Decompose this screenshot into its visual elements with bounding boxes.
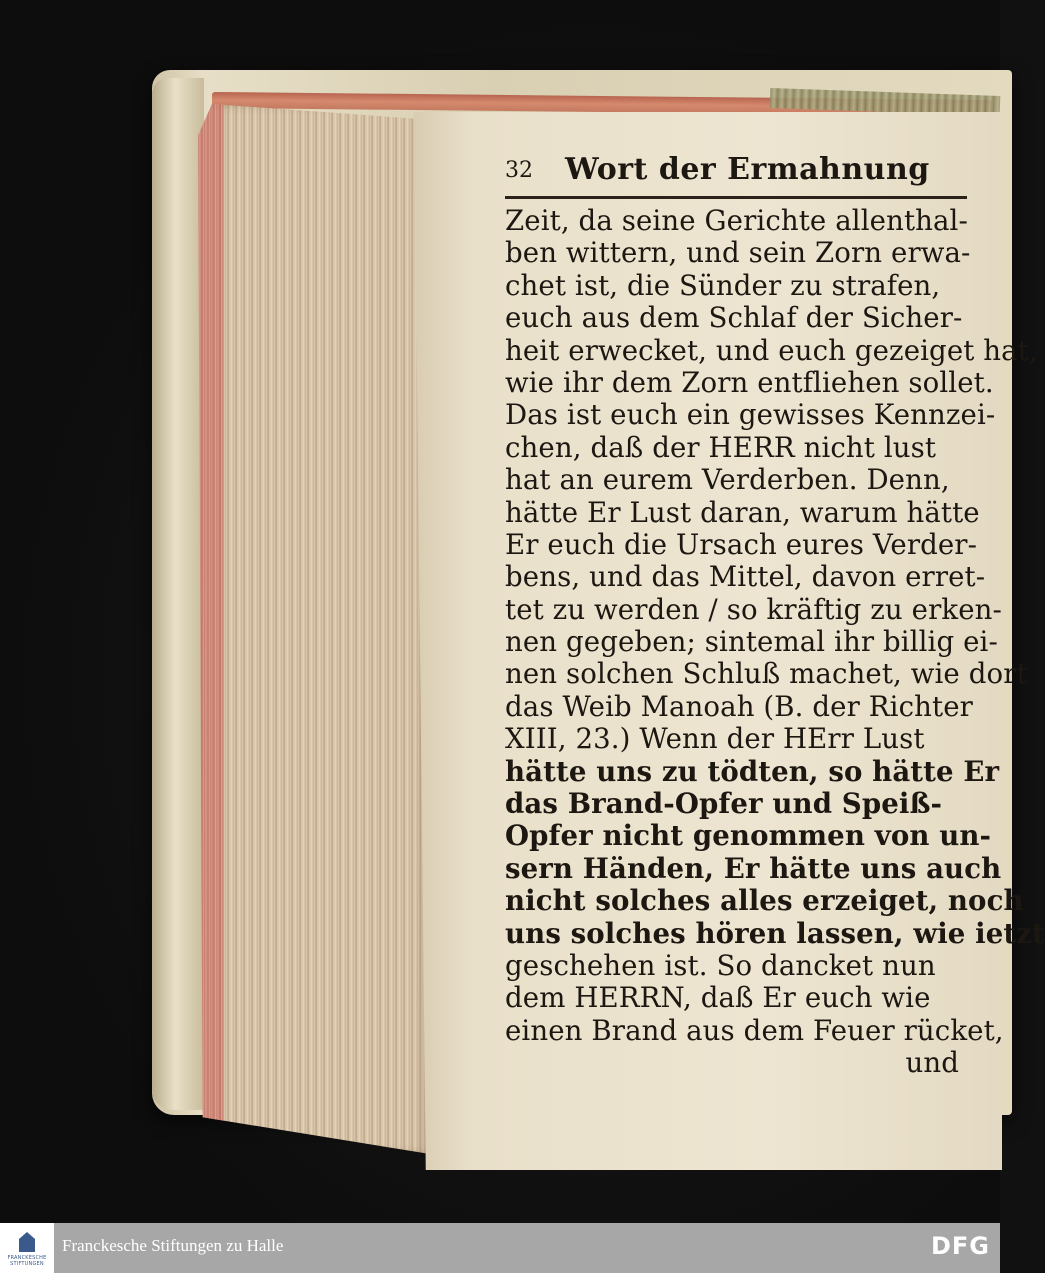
text-line: nen solchen Schluß machet, wie dort	[505, 657, 1028, 691]
text-line: tet zu werden / so kräftig zu erken-	[505, 592, 1002, 626]
text-line: nen gegeben; sintemal ihr billig ei-	[505, 625, 998, 659]
text-line-bold: uns solches hören lassen, wie ietzt	[505, 916, 1045, 950]
page-heading: Wort der Ermahnung	[565, 152, 930, 187]
text-line-bold: hätte uns zu tödten, so hätte Er	[505, 754, 1000, 788]
page-text-block	[505, 152, 1045, 1080]
text-line: Er euch die Ursach eures Verder-	[505, 527, 978, 561]
text-line: chet ist, die Sünder zu strafen,	[505, 268, 941, 302]
text-line: euch aus dem Schlaf der Sicher-	[505, 301, 963, 335]
text-line: Zeit, da seine Gerichte allenthal-	[505, 204, 968, 237]
text-line: Das ist euch ein gewisses Kennzei-	[505, 398, 996, 432]
text-line-bold: nicht solches alles erzeiget, noch	[505, 884, 1024, 918]
institution-name[interactable]: Franckesche Stiftungen zu Halle	[62, 1236, 284, 1255]
page-fore-edge	[198, 104, 430, 1154]
text-line: das Weib Manoah (B. der Richter	[505, 689, 973, 723]
running-head	[505, 152, 967, 199]
logo-caption	[0, 1255, 54, 1267]
catchword: und	[905, 1046, 959, 1080]
text-line: hat an eurem Verderben. Denn,	[505, 463, 950, 497]
text-line: ben wittern, und sein Zorn erwa-	[505, 236, 971, 270]
institution-logo[interactable]	[0, 1223, 54, 1273]
page-number: 32	[505, 158, 533, 183]
text-line-bold: das Brand-Opfer und Speiß-	[505, 787, 943, 821]
text-line-bold: sern Händen, Er hätte uns auch	[505, 851, 1002, 885]
dfg-logo[interactable]: DFG	[930, 1232, 990, 1260]
text-line: bens, und das Mittel, davon erret-	[505, 560, 986, 594]
text-line-bold: Opfer nicht genommen von un-	[505, 819, 992, 853]
text-line: wie ihr dem Zorn entfliehen sollet.	[505, 365, 994, 399]
text-line: XIII, 23.) Wenn der HErr Lust	[505, 722, 925, 756]
building-icon	[19, 1232, 35, 1252]
text-line: geschehen ist. So dancket nun	[505, 948, 936, 982]
text-line: heit erwecket, und euch gezeiget hat,	[505, 333, 1038, 367]
text-line: chen, daß der HERR nicht lust	[505, 430, 937, 464]
text-line: dem HERRN, daß Er euch wie	[505, 981, 931, 1015]
logo-caption-line2: STIFTUNGEN	[10, 1261, 44, 1267]
text-line: einen Brand aus dem Feuer rücket,	[505, 1013, 1004, 1047]
text-line: hätte Er Lust daran, warum hätte	[505, 495, 980, 529]
viewer-footer-bar	[0, 1223, 1000, 1273]
logo-caption-line1: FRANCKESCHE	[7, 1255, 47, 1261]
binding-fold	[152, 78, 204, 1110]
